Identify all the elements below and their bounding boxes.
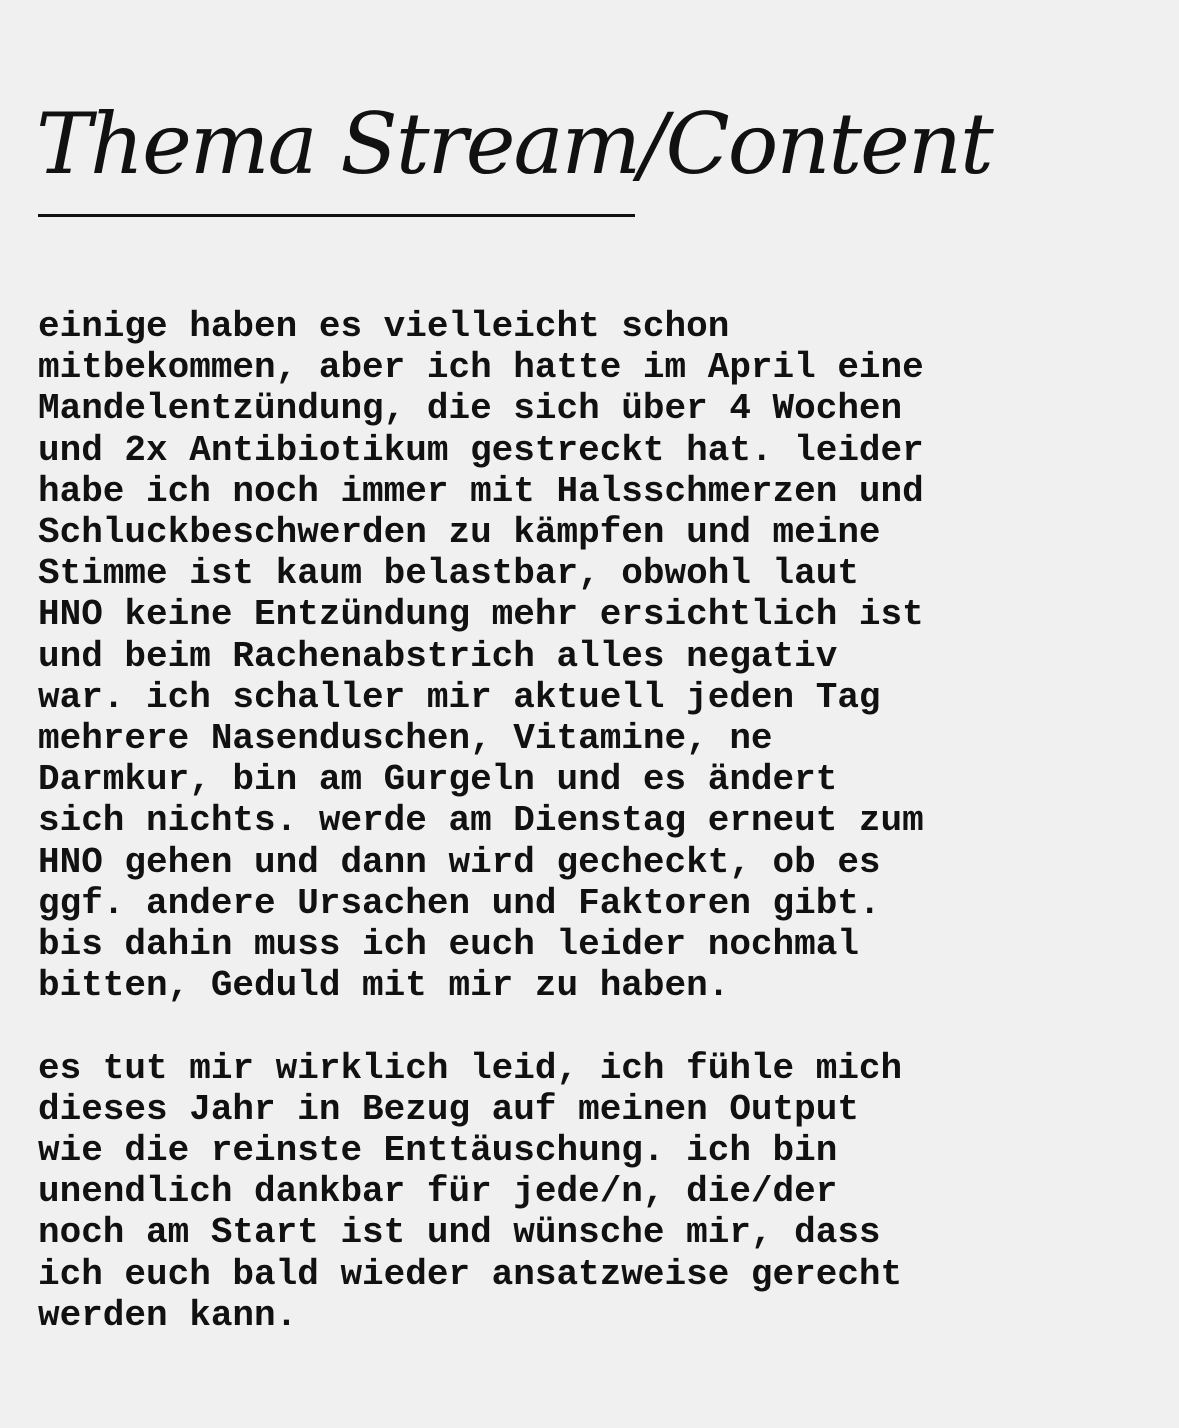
text-line: Stimme ist kaum belastbar, obwohl laut bbox=[38, 553, 859, 595]
text-line: sich nichts. werde am Dienstag erneut zum bbox=[38, 800, 924, 842]
text-line: wie die reinste Enttäuschung. ich bin bbox=[38, 1130, 838, 1172]
text-line: unendlich dankbar für jede/n, die/der bbox=[38, 1171, 838, 1213]
text-line: ich euch bald wieder ansatzweise gerecht bbox=[38, 1253, 903, 1295]
text-line: HNO gehen und dann wird gecheckt, ob es bbox=[38, 841, 881, 883]
text-line: bis dahin muss ich euch leider nochmal bbox=[38, 924, 859, 966]
text-line: Mandelentzündung, die sich über 4 Wochen bbox=[38, 388, 903, 430]
text-line: HNO keine Entzündung mehr ersichtlich ist bbox=[38, 594, 924, 636]
text-line: es tut mir wirklich leid, ich fühle mich bbox=[38, 1047, 903, 1089]
text-line: war. ich schaller mir aktuell jeden Tag bbox=[38, 676, 881, 718]
paragraph-2 bbox=[38, 1048, 1138, 1336]
message-body bbox=[38, 306, 1138, 1336]
text-line: werden kann. bbox=[38, 1294, 298, 1336]
text-line: einige haben es vielleicht schon bbox=[38, 306, 730, 347]
paragraph-1 bbox=[38, 306, 1138, 1006]
text-line: bitten, Geduld mit mir zu haben. bbox=[38, 965, 730, 1007]
page-title: Thema Stream/Content bbox=[36, 95, 992, 193]
text-line: habe ich noch immer mit Halsschmerzen und bbox=[38, 470, 924, 512]
title-underline bbox=[38, 214, 635, 217]
text-line: noch am Start ist und wünsche mir, dass bbox=[38, 1212, 881, 1254]
paragraph-gap bbox=[38, 1006, 1138, 1047]
text-line: mehrere Nasenduschen, Vitamine, ne bbox=[38, 718, 773, 760]
text-line: mitbekommen, aber ich hatte im April eine bbox=[38, 347, 924, 389]
text-line: Darmkur, bin am Gurgeln und es ändert bbox=[38, 759, 838, 801]
text-line: und 2x Antibiotikum gestreckt hat. leider bbox=[38, 429, 924, 471]
text-line: Schluckbeschwerden zu kämpfen und meine bbox=[38, 512, 881, 554]
text-line: ggf. andere Ursachen und Faktoren gibt. bbox=[38, 882, 881, 924]
text-line: dieses Jahr in Bezug auf meinen Output bbox=[38, 1088, 859, 1130]
text-line: und beim Rachenabstrich alles negativ bbox=[38, 635, 838, 677]
